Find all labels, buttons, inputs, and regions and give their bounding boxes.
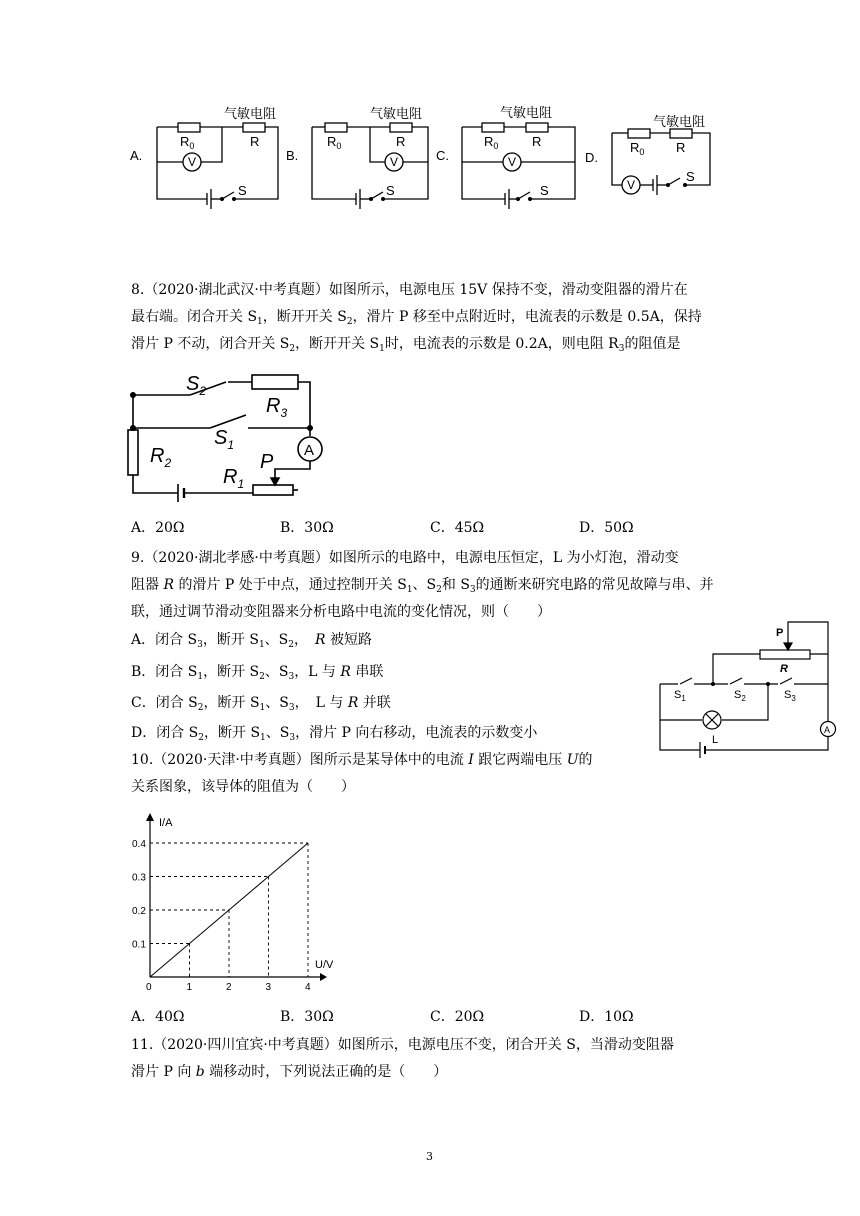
q10-option-d[interactable]: D．10Ω: [579, 1009, 634, 1025]
q9-s3-label: $S_3$: [784, 689, 796, 703]
svg-text:气敏电阻: 气敏电阻: [370, 106, 423, 121]
iu-chart: [125, 810, 355, 1000]
svg-text:R0: $R_0$: [484, 134, 499, 151]
q9-option-a[interactable]: A．闭合 $S_3$，断开 $S_1$、$S_2$， R 被短路: [131, 632, 372, 650]
q9-circuit-figure: [650, 610, 850, 780]
svg-text:R: R: [396, 134, 406, 149]
svg-text:V: V: [627, 178, 636, 192]
y-tick-label: 0.3: [132, 872, 146, 884]
q10-option-a[interactable]: A．40Ω: [131, 1009, 185, 1025]
q8-s1-label: $S_1$: [214, 427, 235, 452]
q9-s2-label: $S_2$: [734, 689, 746, 703]
y-tick-label: 0.1: [132, 939, 146, 951]
q9-option-c[interactable]: C．闭合 $S_2$，断开 $S_1$、$S_3$， L 与 R 并联: [131, 695, 391, 713]
q8-ammeter-label: A: [304, 442, 315, 459]
x-tick-label: 3: [265, 982, 272, 993]
q8-option-d[interactable]: D．50Ω: [579, 520, 634, 536]
q7-label-d: D.: [585, 150, 598, 165]
q8-option-c[interactable]: C．45Ω: [430, 520, 485, 536]
q10-option-c[interactable]: C．20Ω: [430, 1009, 485, 1025]
q8-option-a[interactable]: A．20Ω: [131, 520, 185, 536]
origin-label: 0: [146, 982, 152, 993]
y-tick-label: 0.4: [132, 839, 146, 850]
y-tick-label: 0.2: [132, 906, 146, 917]
q7-circuits-figure: [0, 100, 860, 220]
q8-circuit-figure: [120, 360, 340, 510]
x-tick-label: 4: [305, 982, 311, 993]
q7-label-c: C.: [436, 148, 449, 163]
q9-s1-label: $S_1$: [674, 689, 686, 703]
q11-stem: 11.（2020·四川宜宾·中考真题）如图所示，电源电压不变，闭合开关 S，当滑动变阻器 滑片 P 向 b 端移动时，下列说法正确的是（ ）: [131, 1037, 674, 1080]
q9-p-label: P: [776, 627, 784, 639]
q8-r2-label: $R_2$: [150, 445, 172, 470]
svg-text:S: S: [540, 183, 549, 198]
x-axis-label: U/V: [315, 959, 334, 971]
y-axis-label: I/A: [159, 817, 173, 829]
q8-r1-label: $R_1$: [223, 466, 245, 491]
svg-text:V: V: [508, 155, 517, 169]
x-tick-label: 2: [226, 982, 232, 993]
q9-r-label: R: [780, 663, 788, 675]
q8-r3-label: $R_3$: [266, 395, 288, 420]
gas-resistor-label: 气敏电阻: [224, 106, 277, 121]
q8-stem: 8.（2020·湖北武汉·中考真题）如图所示，电源电压 15V 保持不变，滑动变阻器的滑片在 最右端。闭合开关 $S_1$，断开开关 $S_2$，滑片 P 移至中点附近时，电流表的示数是 0.5A，保持 滑片 P 不动，闭合开关 $S_2$，断开开关 $S_1$时，电流表的示数是 0.2A，则电阻 $R_3$的阻值是: [131, 282, 702, 354]
svg-text:S: S: [386, 183, 395, 198]
svg-text:气敏电阻: 气敏电阻: [500, 105, 553, 120]
q8-p-label: P: [260, 451, 274, 473]
page-number: 3: [426, 1150, 433, 1163]
q7-label-a: A.: [130, 148, 143, 163]
q9-option-b[interactable]: B．闭合 $S_1$，断开 $S_2$、$S_3$，L 与 R 串联: [131, 664, 384, 682]
q9-option-d[interactable]: D．闭合 $S_2$，断开 $S_1$、$S_3$，滑片 P 向右移动，电流表的示数变小: [131, 725, 538, 743]
svg-text:S: S: [686, 169, 695, 184]
svg-text:R0: $R_0$: [180, 134, 195, 151]
svg-text:R0: $R_0$: [630, 140, 645, 157]
x-axis-arrow: [320, 973, 327, 981]
q7-options: [0, 100, 860, 220]
svg-text:S: S: [238, 183, 247, 198]
svg-text:R: R: [250, 134, 260, 149]
svg-text:V: V: [188, 155, 197, 169]
x-tick-label: 1: [186, 982, 193, 993]
y-axis-arrow: [146, 813, 154, 821]
svg-text:V: V: [390, 155, 399, 169]
series-line: [150, 843, 308, 977]
q10-option-b[interactable]: B．30Ω: [280, 1009, 334, 1025]
q10-stem: 10.（2020·天津·中考真题）图所示是某导体中的电流 I 跟它两端电压 U的 关系图象，该导体的阻值为（ ）: [131, 752, 593, 795]
q7-label-b: B.: [286, 148, 299, 163]
svg-text:R: R: [532, 134, 542, 149]
q9-ammeter-label: A: [824, 725, 831, 735]
q9-stem: 9.（2020·湖北孝感·中考真题）如图所示的电路中，电源电压恒定，L 为小灯泡，滑动变 阻器 R 的滑片 P 处于中点，通过控制开关 $S_1$、$S_2$和 $S_3$的通断来研究电路的常见故障与串、并 联，通过调节滑动变阻器来分析电路中电流的变化情况，则（ ）: [131, 550, 714, 620]
svg-text:R: R: [676, 140, 686, 155]
q9-l-label: L: [712, 734, 719, 746]
q8-s2-label: $S_2$: [186, 373, 207, 398]
svg-text:R0: $R_0$: [327, 134, 342, 151]
q8-option-b[interactable]: B．30Ω: [280, 520, 334, 536]
svg-text:气敏电阻: 气敏电阻: [653, 114, 706, 129]
